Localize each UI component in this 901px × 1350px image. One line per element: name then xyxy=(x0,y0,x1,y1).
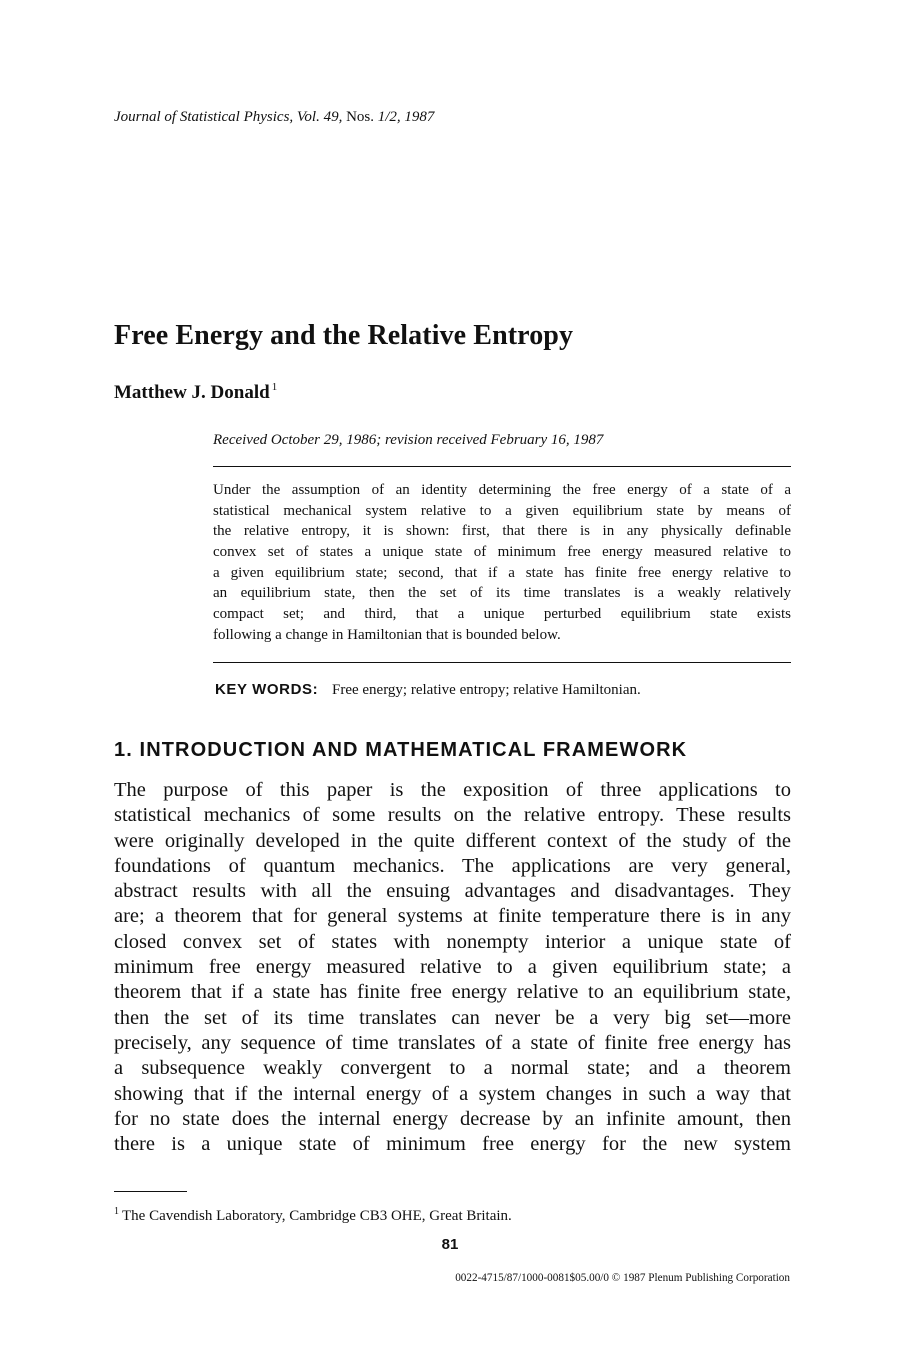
body-line: statistical mechanics of some results on the relative entropy. These results xyxy=(114,804,791,827)
keywords xyxy=(215,681,641,699)
journal-volume: Vol. 49, xyxy=(296,109,343,125)
abstract-line: Under the assumption of an identity determining the free energy of a state of a xyxy=(213,482,791,498)
abstract-line: following a change in Hamiltonian that is bounded below. xyxy=(213,626,561,643)
author-name: Matthew J. Donald xyxy=(114,382,270,403)
journal-issue-numbers: 1/2, 1987 xyxy=(377,109,435,125)
body-line: for no state does the internal energy decrease by an infinite amount, then xyxy=(114,1107,791,1130)
author-footnote-mark: 1 xyxy=(271,381,278,393)
abstract xyxy=(213,480,791,646)
journal-citation xyxy=(114,109,434,126)
footnote xyxy=(114,1206,512,1225)
footnote-rule xyxy=(114,1191,187,1192)
copyright-line: 0022-4715/87/1000-0081$05.00/0 © 1987 Plenum Publishing Corporation xyxy=(455,1272,790,1284)
article-title: Free Energy and the Relative Entropy xyxy=(114,320,574,351)
body-line: a subsequence weakly convergent to a normal state; and a theorem xyxy=(114,1057,791,1080)
page-number: 81 xyxy=(441,1236,459,1253)
footnote-text: The Cavendish Laboratory, Cambridge CB3 OHE, Great Britain. xyxy=(122,1208,512,1224)
abstract-line: convex set of states a unique state of minimum free energy measured relative to xyxy=(213,544,791,561)
body-line: foundations of quantum mechanics. The applications are very general, xyxy=(114,854,791,877)
abstract-line: the relative entropy, it is shown: first, that there is in any physically definable xyxy=(213,523,791,540)
received-dates: Received October 29, 1986; revision received February 16, 1987 xyxy=(213,432,604,448)
keywords-text: Free energy; relative entropy; relative Hamiltonian. xyxy=(331,682,641,698)
body-line: precisely, any sequence of time translates of a state of finite free energy has xyxy=(114,1031,791,1054)
body-line: then the set of its time translates can never be a very big set—more xyxy=(114,1006,791,1029)
body-line: theorem that if a state has finite free energy relative to an equilibrium state, xyxy=(114,981,791,1004)
journal-issue-label: Nos. xyxy=(346,109,374,125)
body-line: showing that if the internal energy of a system changes in such a way that xyxy=(114,1082,791,1105)
abstract-line: compact set; and third, that a unique perturbed equilibrium state exists xyxy=(213,606,791,623)
abstract-line: a given equilibrium state; second, that if a state has finite free energy relative to xyxy=(213,564,791,581)
abstract-top-rule xyxy=(213,466,791,467)
author-line xyxy=(114,381,277,404)
footnote-mark: 1 xyxy=(114,1206,119,1217)
body-line: The purpose of this paper is the exposition of three applications to xyxy=(114,779,791,801)
body-line: were originally developed in the quite different context of the study of the xyxy=(114,829,791,852)
body-line: abstract results with all the ensuing advantages and disadvantages. They xyxy=(114,880,791,903)
body-line: are; a theorem that for general systems at finite temperature there is in any xyxy=(114,905,791,928)
abstract-bottom-rule xyxy=(213,662,791,663)
body-line: minimum free energy measured relative to a given equilibrium state; a xyxy=(114,956,791,979)
section-heading: 1. INTRODUCTION AND MATHEMATICAL FRAMEWORK xyxy=(114,739,688,761)
journal-name: Journal of Statistical Physics, xyxy=(114,109,294,125)
abstract-line: statistical mechanical system relative to a given equilibrium state by means of xyxy=(213,502,791,519)
keywords-label: KEY WORDS: xyxy=(215,681,319,698)
section-body xyxy=(114,778,791,1157)
body-line: closed convex set of states with nonempty interior a unique state of xyxy=(114,930,791,953)
body-line: there is a unique state of minimum free energy for the new system xyxy=(114,1133,791,1156)
abstract-line: an equilibrium state, then the set of its time translates is a weakly relatively xyxy=(213,585,791,602)
